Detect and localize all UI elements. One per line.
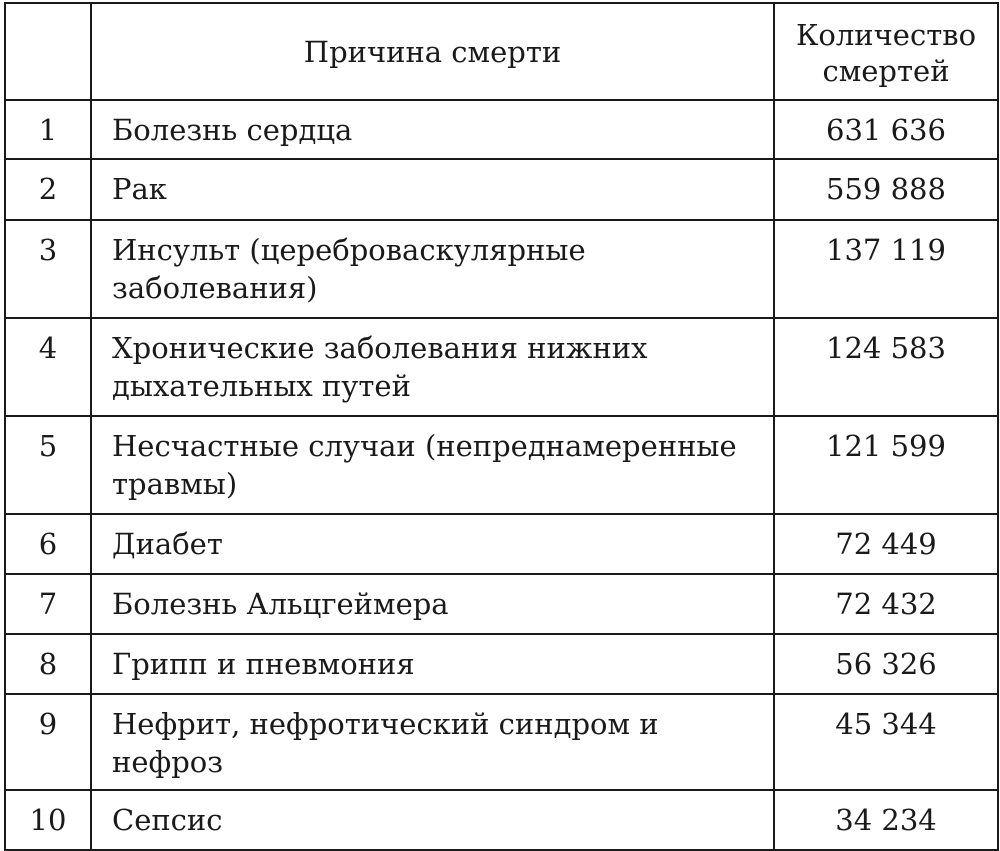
row-rank: 2 (5, 159, 91, 220)
row-count: 559 888 (774, 159, 998, 220)
row-cause: Болезнь сердца (91, 100, 774, 159)
table-row (5, 634, 998, 694)
row-count: 124 583 (774, 318, 998, 416)
header-count (774, 3, 998, 100)
row-count: 72 432 (774, 574, 998, 634)
row-count: 72 449 (774, 514, 998, 574)
table-row (5, 574, 998, 634)
row-count: 137 119 (774, 220, 998, 318)
row-cause: Рак (91, 159, 774, 220)
table-row (5, 220, 998, 318)
row-rank: 1 (5, 100, 91, 159)
row-rank: 8 (5, 634, 91, 694)
table-row (5, 514, 998, 574)
row-cause: Нефрит, нефротический синдром и нефроз (91, 694, 774, 790)
header-count-line2: смертей (822, 53, 950, 88)
row-rank: 9 (5, 694, 91, 790)
row-count: 56 326 (774, 634, 998, 694)
row-count: 631 636 (774, 100, 998, 159)
row-rank: 4 (5, 318, 91, 416)
row-cause: Болезнь Альцгеймера (91, 574, 774, 634)
row-cause: Грипп и пневмония (91, 634, 774, 694)
header-count-line1: Количество (795, 17, 977, 52)
row-rank: 6 (5, 514, 91, 574)
row-cause: Инсульт (цереброваскулярные заболевания) (91, 220, 774, 318)
row-cause: Хронические заболевания нижних дыхательных путей (91, 318, 774, 416)
row-count: 121 599 (774, 416, 998, 514)
row-rank: 3 (5, 220, 91, 318)
table-row (5, 790, 998, 850)
table-row (5, 100, 998, 159)
table-row (5, 159, 998, 220)
table-row (5, 416, 998, 514)
row-count: 34 234 (774, 790, 998, 850)
row-rank: 7 (5, 574, 91, 634)
table-row (5, 318, 998, 416)
row-cause: Диабет (91, 514, 774, 574)
row-cause: Несчастные случаи (непреднамеренные травмы) (91, 416, 774, 514)
row-rank: 10 (5, 790, 91, 850)
table-header-row (5, 3, 998, 100)
causes-of-death-table (4, 2, 999, 851)
row-count: 45 344 (774, 694, 998, 790)
header-number (5, 3, 91, 100)
header-cause: Причина смерти (91, 3, 774, 100)
row-rank: 5 (5, 416, 91, 514)
table-row (5, 694, 998, 790)
row-cause: Сепсис (91, 790, 774, 850)
